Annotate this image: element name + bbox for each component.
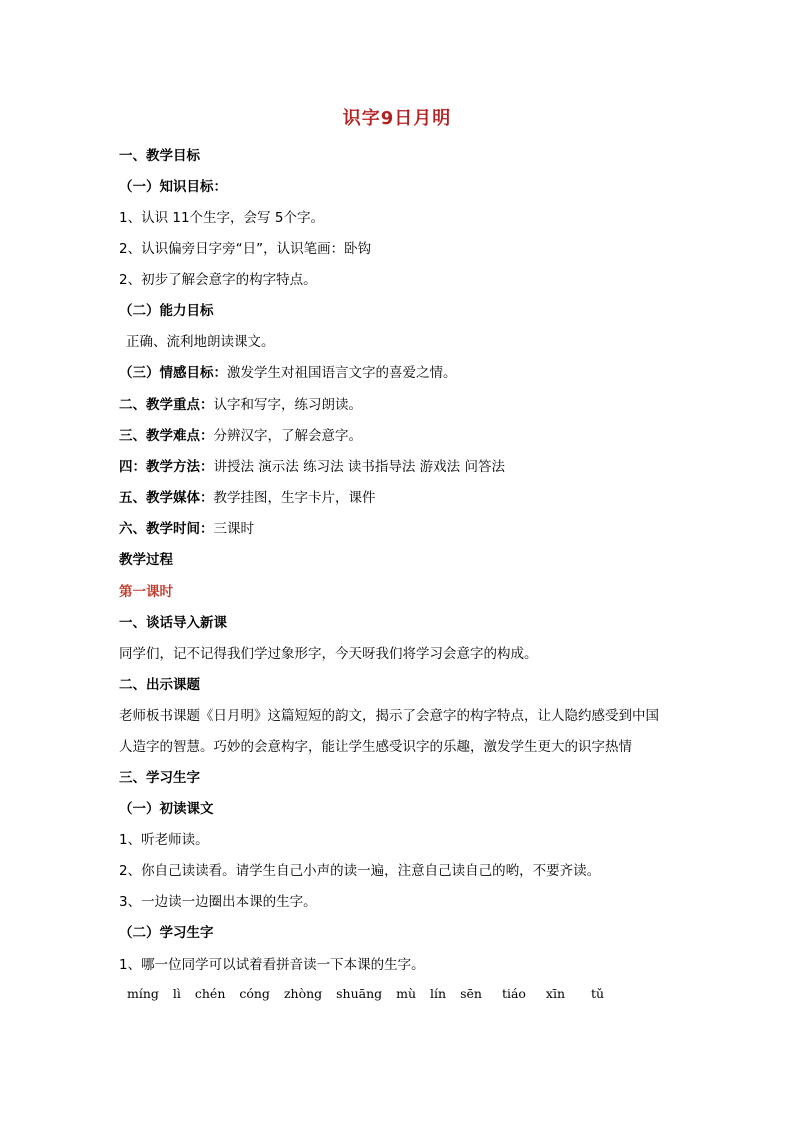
time-label: 六、教学时间： bbox=[119, 521, 214, 537]
pinyin-item: zhòng bbox=[283, 986, 323, 1001]
pinyin-item: lín bbox=[430, 986, 447, 1001]
lesson-1-heading: 第一课时 bbox=[119, 584, 173, 600]
intro-text: 同学们，记不记得我们学过象形字，今天呀我们将学习会意字的构成。 bbox=[119, 646, 538, 662]
time-text: 三课时 bbox=[213, 521, 254, 537]
document-title: 识字9日月明 bbox=[342, 108, 452, 129]
pinyin-item: lì bbox=[172, 986, 181, 1001]
key-point-label: 二、教学重点： bbox=[119, 397, 214, 413]
ability-text: 正确、流利地朗读课文。 bbox=[126, 334, 275, 350]
media-line bbox=[119, 488, 376, 508]
pinyin-item: xīn bbox=[545, 986, 566, 1001]
emotion-label: （三）情感目标： bbox=[119, 365, 227, 381]
media-text: 教学挂图，生字卡片，课件 bbox=[213, 490, 376, 506]
heading-knowledge: （一）知识目标： bbox=[119, 179, 227, 195]
topic-text-1: 老师板书课题《日月明》这篇短短的韵文，揭示了会意字的构字特点，让人隐约感受到中国 bbox=[119, 708, 659, 724]
heading-study: （二）学习生字 bbox=[119, 925, 214, 941]
time-line bbox=[119, 519, 254, 539]
method-label: 四：教学方法： bbox=[119, 459, 214, 475]
pinyin-item: cóng bbox=[239, 986, 270, 1001]
heading-learn: 三、学习生字 bbox=[119, 770, 200, 786]
study-step-1: 1、哪一位同学可以试着看拼音读一下本课的生字。 bbox=[119, 957, 425, 973]
method-line bbox=[119, 457, 505, 477]
method-text: 讲授法 演示法 练习法 读书指导法 游戏法 问答法 bbox=[213, 459, 505, 475]
pinyin-item: chén bbox=[194, 986, 226, 1001]
pinyin-item: tiáo bbox=[501, 986, 526, 1001]
knowledge-item-1: 1、认识 11个生字，会写 5个字。 bbox=[119, 210, 324, 226]
knowledge-item-3: 2、初步了解会意字的构字特点。 bbox=[119, 272, 317, 288]
key-point-line bbox=[119, 395, 362, 415]
pinyin-item: mù bbox=[396, 986, 417, 1001]
topic-text-2: 人造字的智慧。巧妙的会意构字，能让学生感受识字的乐趣，激发学生更大的识字热情 bbox=[119, 739, 632, 755]
pinyin-row bbox=[127, 986, 614, 1001]
pinyin-item: tǔ bbox=[591, 986, 605, 1001]
media-label: 五、教学媒体： bbox=[119, 490, 214, 506]
difficulty-label: 三、教学难点： bbox=[119, 428, 214, 444]
key-point-text: 认字和写字，练习朗读。 bbox=[213, 397, 362, 413]
pinyin-item: sēn bbox=[460, 986, 482, 1001]
read-step-1: 1、听老师读。 bbox=[119, 832, 209, 848]
pinyin-item: shuāng bbox=[336, 986, 383, 1001]
read-step-2: 2、你自己读读看。请学生自己小声的读一遍，注意自己读自己的哟，不要齐读。 bbox=[119, 863, 601, 879]
heading-topic: 二、出示课题 bbox=[119, 677, 200, 693]
read-step-3: 3、一边读一边圈出本课的生字。 bbox=[119, 894, 317, 910]
heading-process: 教学过程 bbox=[119, 552, 173, 568]
emotion-goal-line bbox=[119, 363, 457, 383]
heading-first-read: （一）初读课文 bbox=[119, 801, 214, 817]
pinyin-item: míng bbox=[127, 986, 159, 1001]
knowledge-item-2: 2、认识偏旁日字旁“日”，认识笔画：卧钩 bbox=[119, 241, 372, 257]
heading-ability: （二）能力目标 bbox=[119, 303, 214, 319]
heading-intro: 一、谈话导入新课 bbox=[119, 615, 227, 631]
emotion-text: 激发学生对祖国语言文字的喜爱之情。 bbox=[227, 365, 457, 381]
heading-goals: 一、教学目标 bbox=[119, 148, 200, 164]
difficulty-text: 分辨汉字，了解会意字。 bbox=[213, 428, 362, 444]
difficulty-line bbox=[119, 426, 362, 446]
